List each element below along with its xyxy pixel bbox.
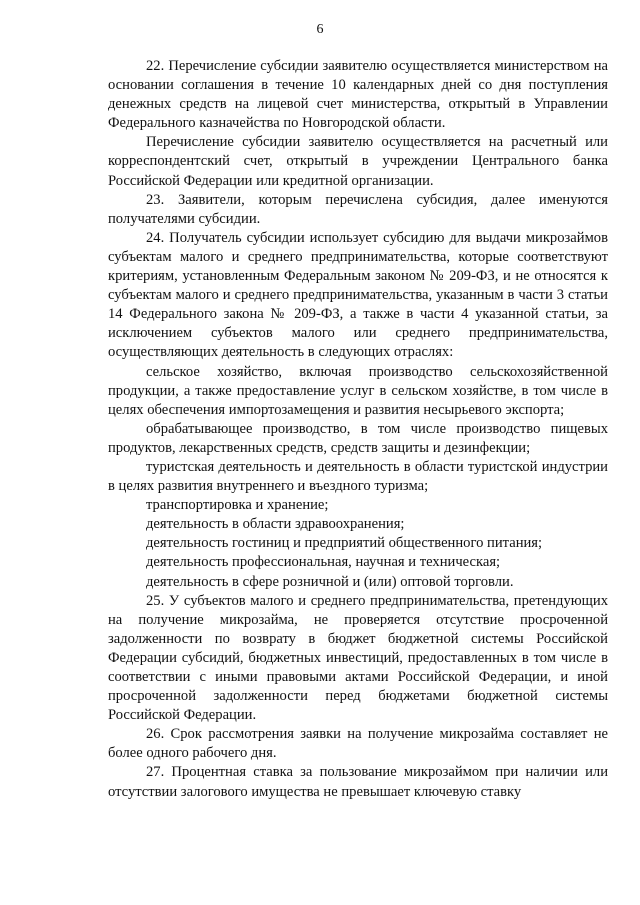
- list-item-tourism: туристская деятельность и деятельность в области туристской индустрии в целях развития внутреннего и въездного туризма;: [108, 458, 608, 495]
- page-number: 6: [316, 22, 324, 37]
- list-item-healthcare: деятельность в области здравоохранения;: [146, 516, 405, 533]
- document-body: [108, 57, 608, 802]
- list-item-professional: деятельность профессиональная, научная и техническая;: [146, 554, 501, 571]
- list-item-manufacturing: обрабатывающее производство, в том числе производство пищевых продуктов, лекарственных средств, средств защиты и дезинфекции;: [108, 420, 608, 456]
- list-item-hospitality: деятельность гостиниц и предприятий общественного питания;: [146, 535, 543, 552]
- list-item-transport: транспортировка и хранение;: [146, 497, 329, 514]
- paragraph-23: 23. Заявители, которым перечислена субсидия, далее именуются получателями субсидии.: [108, 191, 608, 227]
- list-item-agriculture: сельское хозяйство, включая производство сельскохозяйственной продукции, а также предоставление услуг в сельском хозяйстве, в том числе в целях обеспечения импортозамещения и развития несырьевого экспорта;: [108, 363, 608, 418]
- list-item-trade: деятельность в сфере розничной и (или) оптовой торговли.: [146, 573, 514, 590]
- paragraph-24: 24. Получатель субсидии использует субсидию для выдачи микрозаймов субъектам малого и среднего предпринимательства, которые соответствуют критериям, установленным Федеральным законом № 209-ФЗ, и не относятся к субъектам малого и среднего предпринимательства, указанным в части 3 статьи 14 Федерального закона № 209-ФЗ, а также в части 4 указанной статьи, за исключением субъектов малого или среднего предпринимательства, осуществляющих деятельность в следующих отраслях:: [108, 229, 608, 361]
- paragraph-22-transfer-account: Перечисление субсидии заявителю осуществляется на расчетный или корреспондентский счет, открытый в учреждении Центрального банка Российской Федерации или кредитной организации.: [108, 134, 608, 189]
- paragraph-26: 26. Срок рассмотрения заявки на получение микрозайма составляет не более одного рабочего дня.: [108, 726, 608, 762]
- paragraph-27: 27. Процентная ставка за пользование микрозаймом при наличии или отсутствии залогового имущества не превышает ключевую ставку: [108, 764, 608, 800]
- paragraph-25: 25. У субъектов малого и среднего предпринимательства, претендующих на получение микрозайма, не проверяется отсутствие просроченной задолженности по возврату в бюджет бюджетной системы Российской Федерации субсидий, бюджетных инвестиций, предоставленных в том числе в соответствии с иными правовыми актами Российской Федерации, и иной просроченной задолженности перед бюджетами бюджетной системы Российской Федерации.: [108, 592, 608, 724]
- paragraph-22: 22. Перечисление субсидии заявителю осуществляется министерством на основании соглашения в течение 10 календарных дней со дня поступления денежных средств на лицевой счет министерства, открытый в Управлении Федерального казначейства по Новгородской области.: [108, 58, 608, 132]
